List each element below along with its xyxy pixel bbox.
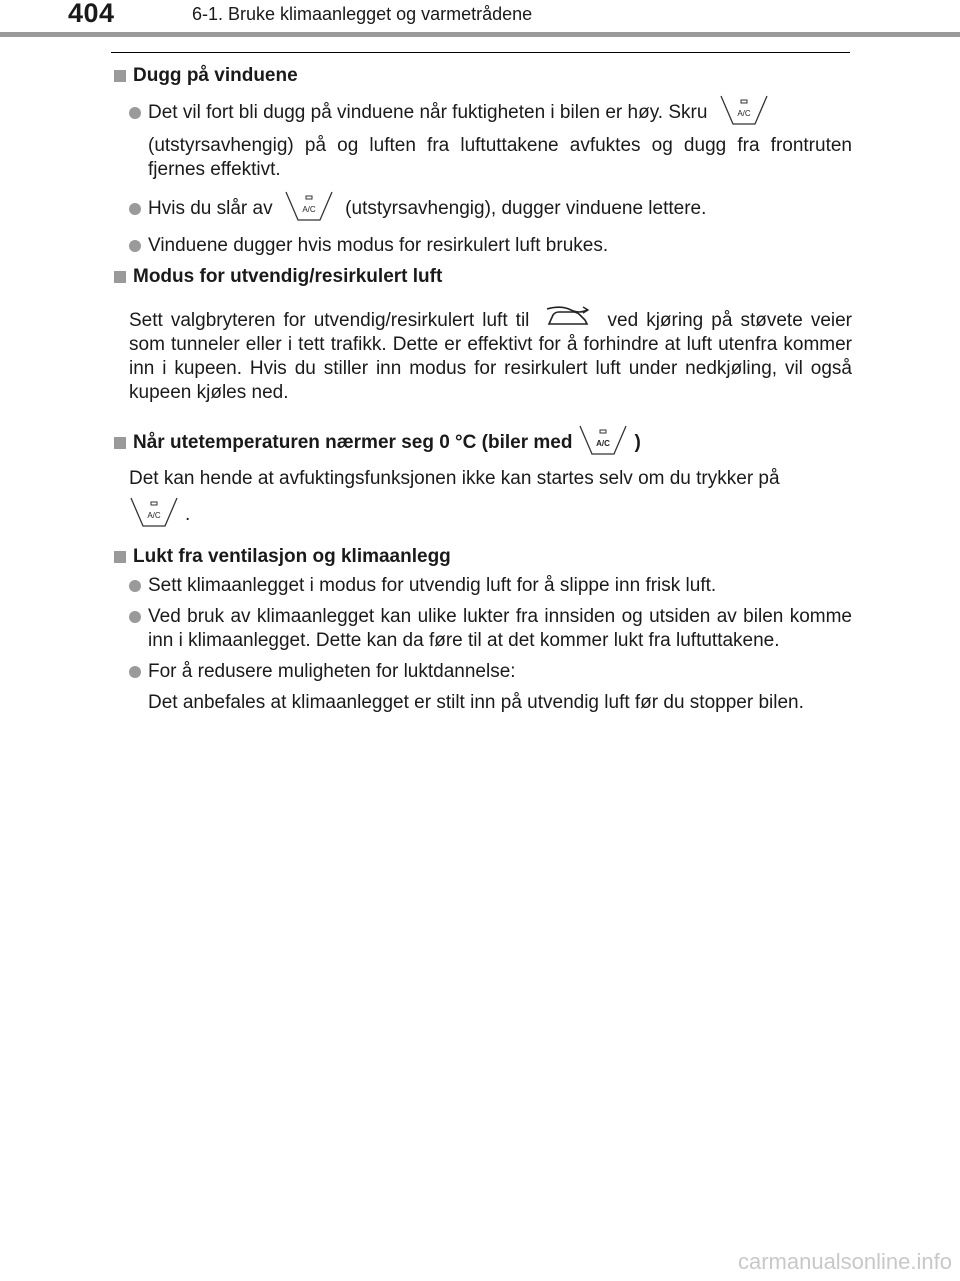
outside-air-mode-icon [543, 306, 593, 332]
bullet-text-cont: (utstyrsavhengig) på og luften fra luftuttakene avfuktes og dugg fra frontruten fjernes effektivt. [148, 135, 852, 180]
svg-text:A/C: A/C [302, 204, 316, 214]
bullet-lukt-3 [112, 660, 852, 684]
bullet-text: Sett klimaanlegget i modus for utvendig luft for å slippe inn frisk luft. [148, 575, 717, 596]
bullet-text-cont: (utstyrsavhengig), dugger vinduene lettere. [345, 198, 707, 219]
paragraph-lukt [112, 691, 852, 715]
paragraph-line [129, 503, 852, 527]
content-rule [111, 52, 850, 53]
heading-text: Dugg på vinduene [133, 65, 298, 86]
bullet-dot-icon [129, 203, 141, 215]
heading-text: Modus for utvendig/resirkulert luft [133, 266, 443, 287]
svg-text:A/C: A/C [147, 510, 161, 520]
bullet-text: Vinduene dugger hvis modus for resirkulert luft brukes. [148, 235, 609, 256]
ac-button-icon [129, 496, 179, 530]
bullet-lukt-2 [112, 605, 852, 653]
paragraph-temp [112, 467, 852, 527]
bullet-dot-icon [129, 580, 141, 592]
heading-modus [112, 265, 852, 289]
heading-text: Lukt fra ventilasjon og klimaanlegg [133, 546, 451, 567]
heading-text-end: ) [634, 432, 641, 453]
bullet-lukt-1 [112, 574, 852, 598]
heading-temp [112, 431, 852, 455]
paragraph-text: Det anbefales at klimaanlegget er stilt inn på utvendig luft før du stopper bilen. [148, 692, 804, 713]
header-rule [0, 32, 960, 37]
svg-text:A/C: A/C [737, 108, 751, 118]
section-title: 6-1. Bruke klimaanlegget og varmetrådene [192, 4, 533, 24]
bullet-text: Ved bruk av klimaanlegget kan ulike lukter fra innsiden og utsiden av bilen komme inn i klimaanlegget. Dette kan da føre til at det kommer lukt fra luftuttakene. [148, 606, 852, 651]
paragraph-text: Det kan hende at avfuktingsfunksjonen ikke kan startes selv om du trykker på [129, 468, 780, 489]
bullet-dugg-1 [112, 101, 852, 182]
bullet-dot-icon [129, 240, 141, 252]
page-header [0, 0, 960, 32]
watermark: carmanualsonline.info [737, 1249, 952, 1274]
bullet-text: Hvis du slår av [148, 198, 273, 219]
bullet-dot-icon [129, 611, 141, 623]
heading-dugg [112, 64, 852, 88]
bullet-dot-icon [129, 666, 141, 678]
heading-text: Når utetemperaturen nærmer seg 0 °C (biler med [133, 432, 573, 453]
paragraph-text: Sett valgbryteren for utvendig/resirkulert luft til [129, 310, 530, 331]
heading-square-icon [114, 70, 126, 82]
bullet-dugg-2 [112, 197, 852, 221]
bullet-text: Det vil fort bli dugg på vinduene når fuktigheten i bilen er høy. Skru [148, 102, 708, 123]
heading-lukt [112, 545, 852, 569]
ac-button-icon [578, 424, 628, 458]
ac-button-icon [719, 94, 769, 128]
svg-text:A/C: A/C [596, 439, 611, 448]
heading-square-icon [114, 271, 126, 283]
paragraph-text-cont: ved kjøring på støvete veier som tunneler eller i tett trafikk. Dette er effektivt for å forhindre at luft utenfra kommer inn i kupeen. Hvis du stiller inn modus for resirkulert luft under nedkjøling, vil også kupeen kjøles ned. [129, 310, 852, 403]
page-number: 404 [68, 0, 115, 28]
heading-square-icon [114, 551, 126, 563]
bullet-dugg-3 [112, 234, 852, 258]
bullet-dot-icon [129, 107, 141, 119]
paragraph-modus [112, 309, 852, 405]
bullet-text: For å redusere muligheten for luktdannelse: [148, 661, 516, 682]
heading-square-icon [114, 437, 126, 449]
page-content [112, 60, 852, 715]
paragraph-text-end: . [185, 504, 191, 525]
ac-button-icon [284, 190, 334, 224]
